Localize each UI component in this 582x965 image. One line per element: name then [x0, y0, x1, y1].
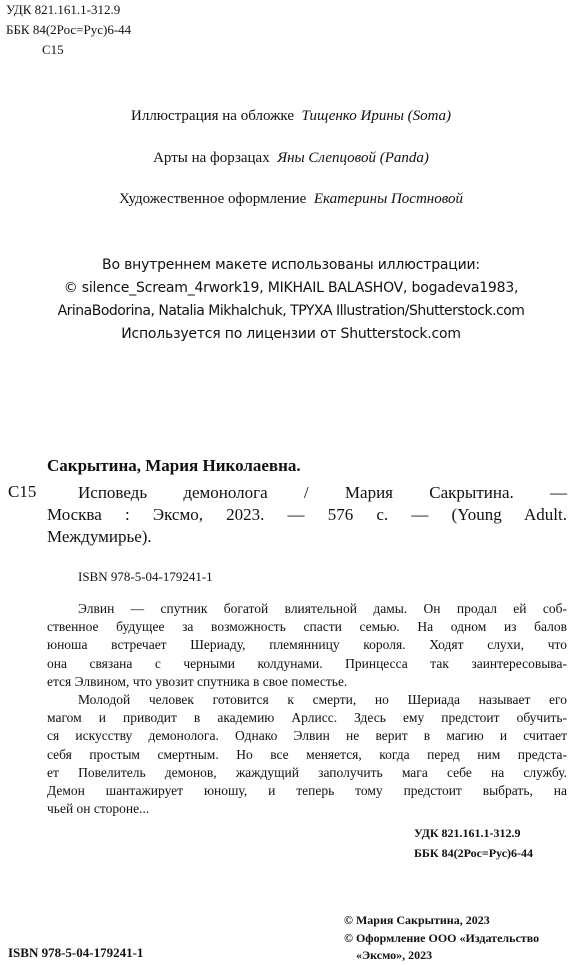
illustration-notice-line: © silence_Scream_4rwork19, MIKHAIL BALASHOV, bogadeva1983,: [63, 280, 519, 296]
udk-code-bottom: УДК 821.161.1-312.9: [414, 826, 521, 840]
record-author-mark: С15: [8, 482, 37, 501]
annotation-line: чьей он стороне...: [47, 801, 150, 817]
bbk-code: ББК 84(2Рос=Рус)6-44: [6, 22, 132, 37]
credit-role: Иллюстрация на обложке: [131, 108, 295, 124]
credit-name: Яны Слепцовой (Panda): [277, 150, 429, 166]
annotation-line: Элвин — спутник богатой влиятельной дамы. Он продал ей соб-: [78, 601, 567, 616]
illustration-notice: [0, 254, 582, 346]
description-line: Исповедь демонолога / Мария Сакрытина. —: [78, 483, 567, 502]
annotation-line: себя простым смертным. Но все меняется, когда перед ним предста-: [47, 746, 567, 762]
author-mark: С15: [42, 42, 64, 57]
annotation-line: ственное будущее за возможность спасти семью. На одном из балов: [47, 619, 567, 635]
copyright-design-cont: «Эксмо», 2023: [356, 948, 433, 962]
annotation-line: она связана с черными колдунами. Принцесса так заинтересовыва-: [47, 655, 567, 671]
udk-code: УДК 821.161.1-312.9: [6, 2, 121, 17]
description-line: Междумирье).: [47, 527, 152, 546]
credit-cover: [0, 108, 582, 125]
annotation-line: ется Элвином, что увозит спутника в свое поместье.: [47, 673, 348, 689]
illustration-notice-line: ArinaBodorina, Natalia Mikhalchuk, TPYXA Illustration/Shutterstock.com: [57, 303, 525, 319]
credit-role: Художественное оформление: [118, 191, 307, 207]
annotation-line: магом и приводит в академию Арлисс. Здесь ему предстоит обучить-: [47, 710, 567, 726]
annotation-line: ет Повелитель демонов, жаждущий заполучить мага себе на службу.: [47, 764, 567, 780]
credit-name: Екатерины Постновой: [313, 191, 464, 207]
illustration-notice-line: Используется по лицензии от Shutterstock.com: [121, 326, 461, 342]
bibliographic-description: [47, 482, 567, 548]
annotation-line: Демон шантажирует юношу, и теперь тому предстоит выбрать, на: [47, 783, 567, 799]
credit-name: Тищенко Ирины (Soma): [301, 108, 451, 124]
copyright-design: © Оформление ООО «Издательство: [344, 931, 540, 945]
credit-role: Арты на форзацах: [153, 150, 270, 166]
annotation: [47, 600, 567, 818]
description-line: Москва : Эксмо, 2023. — 576 с. — (Young Adult.: [47, 505, 567, 524]
credit-design: [0, 191, 582, 208]
annotation-line: ся искусству демонолога. Однако Элвин не верит в магию и считает: [47, 728, 567, 744]
isbn-record: ISBN 978-5-04-179241-1: [78, 569, 213, 584]
illustration-notice-line: Во внутреннем макете использованы иллюстрации:: [102, 257, 480, 273]
annotation-line: юноша встречает Шериаду, племянницу короля. Ходят слухи, что: [47, 637, 567, 653]
credit-endpapers: [0, 150, 582, 167]
annotation-line: Молодой человек готовится к смерти, но Шериада называет его: [78, 692, 567, 708]
author-heading: Сакрытина, Мария Николаевна.: [47, 456, 301, 475]
copyright-author: © Мария Сакрытина, 2023: [344, 913, 490, 927]
isbn-bottom: ISBN 978-5-04-179241-1: [8, 945, 144, 960]
bbk-code-bottom: ББК 84(2Рос=Рус)6-44: [414, 846, 534, 860]
